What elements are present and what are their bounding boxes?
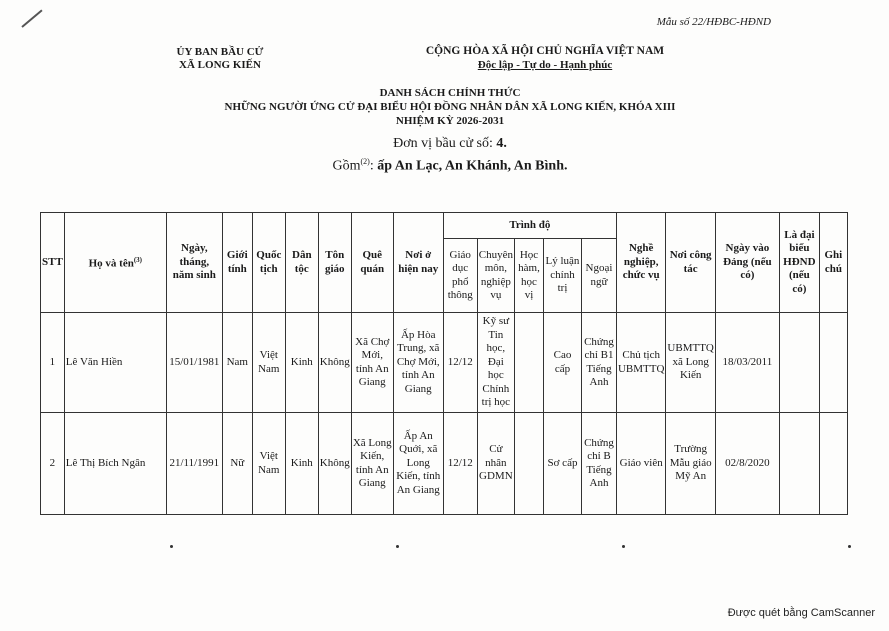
header-ethnicity: Dân tộc bbox=[285, 213, 318, 313]
includes-value: ấp An Lạc, An Khánh, An Bình. bbox=[377, 158, 568, 174]
header-specialty: Chuyên môn, nghiệp vụ bbox=[477, 239, 514, 313]
header-name-sup: (3) bbox=[133, 255, 142, 264]
header-residence: Nơi ở hiện nay bbox=[393, 213, 443, 313]
cell-note bbox=[819, 313, 847, 413]
includes-label: Gồm bbox=[332, 158, 361, 174]
title-line2: NHỮNG NGƯỜI ỨNG CỬ ĐẠI BIỂU HỘI ĐỒNG NHÂN DÂN XÃ LONG KIẾN, KHÓA XIII bbox=[224, 101, 676, 113]
cell-gender: Nam bbox=[222, 313, 252, 413]
header-name bbox=[64, 213, 166, 313]
header-dob: Ngày, tháng, năm sinh bbox=[166, 213, 222, 313]
unit-label: Đơn vị bầu cử số: bbox=[393, 136, 493, 151]
scan-speck bbox=[396, 545, 399, 548]
cell-general-ed: 12/12 bbox=[443, 413, 477, 515]
scan-speck bbox=[170, 545, 173, 548]
header-general-ed: Giáo dục phổ thông bbox=[443, 239, 477, 313]
cell-religion: Không bbox=[318, 413, 351, 515]
electoral-unit bbox=[260, 135, 640, 176]
issuer-block bbox=[150, 46, 290, 72]
cell-hometown: Xã Chợ Mới, tỉnh An Giang bbox=[351, 313, 393, 413]
cell-delegate bbox=[779, 413, 819, 515]
header-workplace: Nơi công tác bbox=[666, 213, 715, 313]
header-note: Ghi chú bbox=[819, 213, 847, 313]
title-line1: DANH SÁCH CHÍNH THỨC bbox=[379, 87, 521, 99]
cell-nationality: Việt Nam bbox=[252, 313, 285, 413]
unit-number: 4. bbox=[496, 136, 507, 151]
header-education-group: Trình độ bbox=[443, 213, 616, 239]
cell-ethnicity: Kinh bbox=[285, 413, 318, 515]
cell-gender: Nữ bbox=[222, 413, 252, 515]
cell-stt: 1 bbox=[41, 313, 65, 413]
cell-name: Lê Văn Hiền bbox=[64, 313, 166, 413]
cell-stt: 2 bbox=[41, 413, 65, 515]
nation-motto: Độc lập - Tự do - Hạnh phúc bbox=[477, 59, 613, 71]
cell-workplace: UBMTTQ xã Long Kiến bbox=[666, 313, 715, 413]
cell-name: Lê Thị Bích Ngân bbox=[64, 413, 166, 515]
issuer-line1: ỦY BAN BẦU CỬ bbox=[176, 46, 264, 58]
cell-note bbox=[819, 413, 847, 515]
cell-specialty: Cử nhân GDMN bbox=[477, 413, 514, 515]
cell-degree bbox=[514, 413, 543, 515]
includes-sep: : bbox=[369, 158, 374, 174]
form-number: Mẫu số 22/HĐBC-HĐND bbox=[656, 16, 771, 28]
cell-politics: Cao cấp bbox=[543, 313, 581, 413]
unit-includes-line bbox=[260, 153, 640, 176]
cell-specialty: Kỹ sư Tin học, Đại học Chính trị học bbox=[477, 313, 514, 413]
header-politics: Lý luận chính trị bbox=[543, 239, 581, 313]
national-heading bbox=[400, 44, 690, 72]
header-degree: Học hàm, học vị bbox=[514, 239, 543, 313]
header-stt: STT bbox=[41, 213, 65, 313]
cell-politics: Sơ cấp bbox=[543, 413, 581, 515]
nation-name: CỘNG HÒA XÃ HỘI CHỦ NGHĨA VIỆT NAM bbox=[425, 45, 665, 57]
header-language: Ngoại ngữ bbox=[581, 239, 616, 313]
cell-workplace: Trường Mẫu giáo Mỹ An bbox=[666, 413, 715, 515]
unit-line bbox=[260, 135, 640, 153]
document-title bbox=[120, 86, 780, 128]
cell-dob: 15/01/1981 bbox=[166, 313, 222, 413]
includes-sup: (2) bbox=[360, 157, 370, 166]
cell-occupation: Chủ tịch UBMTTQ bbox=[616, 313, 665, 413]
cell-residence: Ấp An Quới, xã Long Kiến, tỉnh An Giang bbox=[393, 413, 443, 515]
cell-religion: Không bbox=[318, 313, 351, 413]
table-row bbox=[41, 413, 848, 515]
cell-degree bbox=[514, 313, 543, 413]
header-hometown: Quê quán bbox=[351, 213, 393, 313]
header-delegate: Là đại biểu HĐND (nếu có) bbox=[779, 213, 819, 313]
pen-mark bbox=[21, 10, 42, 28]
cell-language: Chứng chỉ B Tiếng Anh bbox=[581, 413, 616, 515]
table-row bbox=[41, 313, 848, 413]
header-name-text: Họ và tên bbox=[88, 257, 134, 270]
title-line3: NHIỆM KỲ 2026-2031 bbox=[395, 115, 505, 127]
camscanner-watermark: Được quét bằng CamScanner bbox=[727, 607, 875, 619]
header-religion: Tôn giáo bbox=[318, 213, 351, 313]
scan-speck bbox=[848, 545, 851, 548]
cell-general-ed: 12/12 bbox=[443, 313, 477, 413]
header-occupation: Nghề nghiệp, chức vụ bbox=[616, 213, 665, 313]
cell-delegate bbox=[779, 313, 819, 413]
cell-party-date: 02/8/2020 bbox=[715, 413, 779, 515]
cell-ethnicity: Kinh bbox=[285, 313, 318, 413]
cell-nationality: Việt Nam bbox=[252, 413, 285, 515]
candidate-table bbox=[40, 212, 848, 515]
cell-residence: Ấp Hòa Trung, xã Chợ Mới, tỉnh An Giang bbox=[393, 313, 443, 413]
header-party-date: Ngày vào Đảng (nếu có) bbox=[715, 213, 779, 313]
scan-speck bbox=[622, 545, 625, 548]
header-gender: Giới tính bbox=[222, 213, 252, 313]
header-nationality: Quốc tịch bbox=[252, 213, 285, 313]
cell-occupation: Giáo viên bbox=[616, 413, 665, 515]
cell-dob: 21/11/1991 bbox=[166, 413, 222, 515]
cell-language: Chứng chỉ B1 Tiếng Anh bbox=[581, 313, 616, 413]
issuer-line2: XÃ LONG KIẾN bbox=[179, 59, 261, 71]
cell-party-date: 18/03/2011 bbox=[715, 313, 779, 413]
cell-hometown: Xã Long Kiến, tỉnh An Giang bbox=[351, 413, 393, 515]
